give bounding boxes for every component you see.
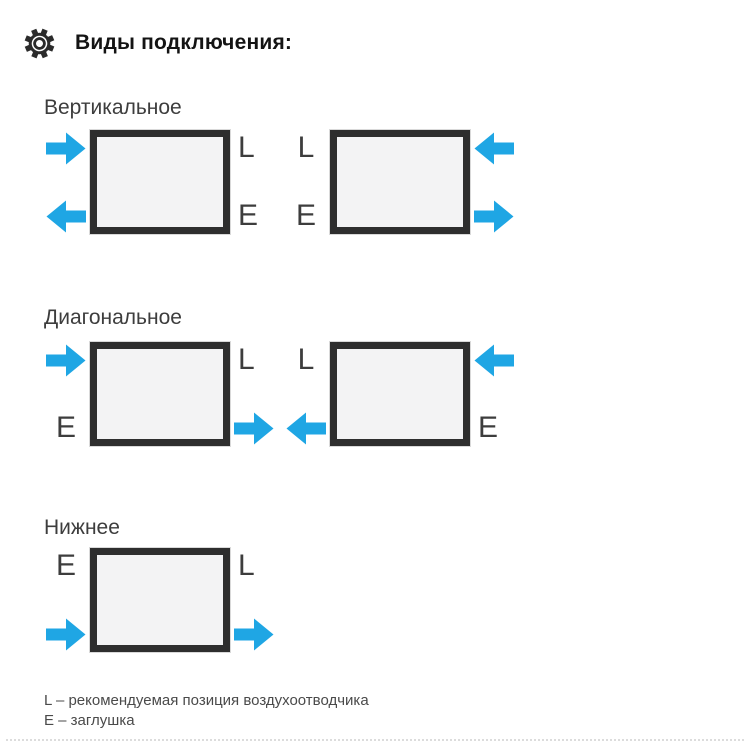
gear-icon bbox=[22, 26, 57, 61]
port-label-slot bbox=[474, 411, 514, 445]
section-label-diagonal: Диагональное bbox=[44, 306, 182, 329]
diagram-diagonal-left bbox=[55, 342, 255, 446]
outlet-slot bbox=[46, 199, 86, 233]
air-vent-label: L bbox=[297, 131, 315, 164]
outlet-slot bbox=[474, 199, 514, 233]
flow-arrow-right-icon bbox=[46, 344, 86, 377]
outlet-slot bbox=[234, 411, 274, 445]
port-label-slot bbox=[234, 199, 274, 233]
port-label-slot bbox=[234, 131, 274, 165]
legend-air-vent: L – рекомендуемая позиция воздухоотводчика bbox=[44, 692, 369, 709]
air-vent-label: L bbox=[297, 343, 315, 376]
flow-arrow-left-icon bbox=[46, 200, 86, 233]
port-label-slot bbox=[286, 199, 326, 233]
outlet-slot bbox=[286, 411, 326, 445]
flow-arrow-left-icon bbox=[474, 132, 514, 165]
section-label-vertical: Вертикальное bbox=[44, 96, 182, 119]
flow-arrow-right-icon bbox=[234, 618, 274, 651]
plug-label: E bbox=[55, 411, 76, 444]
page-title: Виды подключения: bbox=[75, 31, 293, 54]
plug-label: E bbox=[295, 199, 316, 232]
inlet-slot bbox=[474, 343, 514, 377]
outlet-slot bbox=[234, 617, 274, 651]
radiator-box bbox=[330, 342, 470, 446]
plug-label: E bbox=[478, 411, 499, 444]
bottom-divider bbox=[6, 739, 744, 741]
inlet-slot bbox=[474, 131, 514, 165]
diagram-vertical-left bbox=[90, 130, 259, 234]
diagram-vertical-right bbox=[295, 130, 470, 234]
diagram-diagonal-right bbox=[297, 342, 499, 446]
radiator-box bbox=[90, 548, 230, 652]
flow-arrow-right-icon bbox=[474, 200, 514, 233]
air-vent-label: L bbox=[238, 131, 255, 164]
plug-label: E bbox=[55, 549, 76, 582]
radiator-box bbox=[90, 342, 230, 446]
inlet-slot bbox=[46, 131, 86, 165]
port-label-slot bbox=[234, 343, 274, 377]
port-label-slot bbox=[234, 549, 274, 583]
air-vent-label: L bbox=[238, 343, 255, 376]
inlet-slot bbox=[46, 617, 86, 651]
port-label-slot bbox=[286, 131, 326, 165]
flow-arrow-right-icon bbox=[234, 412, 274, 445]
diagram-bottom bbox=[55, 548, 255, 652]
legend-plug: E – заглушка bbox=[44, 712, 135, 729]
flow-arrow-right-icon bbox=[46, 132, 86, 165]
section-label-bottom: Нижнее bbox=[44, 516, 120, 539]
port-label-slot bbox=[46, 549, 86, 583]
radiator-box bbox=[330, 130, 470, 234]
radiator-box bbox=[90, 130, 230, 234]
flow-arrow-left-icon bbox=[474, 344, 514, 377]
flow-arrow-right-icon bbox=[46, 618, 86, 651]
air-vent-label: L bbox=[238, 549, 255, 582]
port-label-slot bbox=[46, 411, 86, 445]
plug-label: E bbox=[238, 199, 259, 232]
port-label-slot bbox=[286, 343, 326, 377]
flow-arrow-left-icon bbox=[286, 412, 326, 445]
inlet-slot bbox=[46, 343, 86, 377]
